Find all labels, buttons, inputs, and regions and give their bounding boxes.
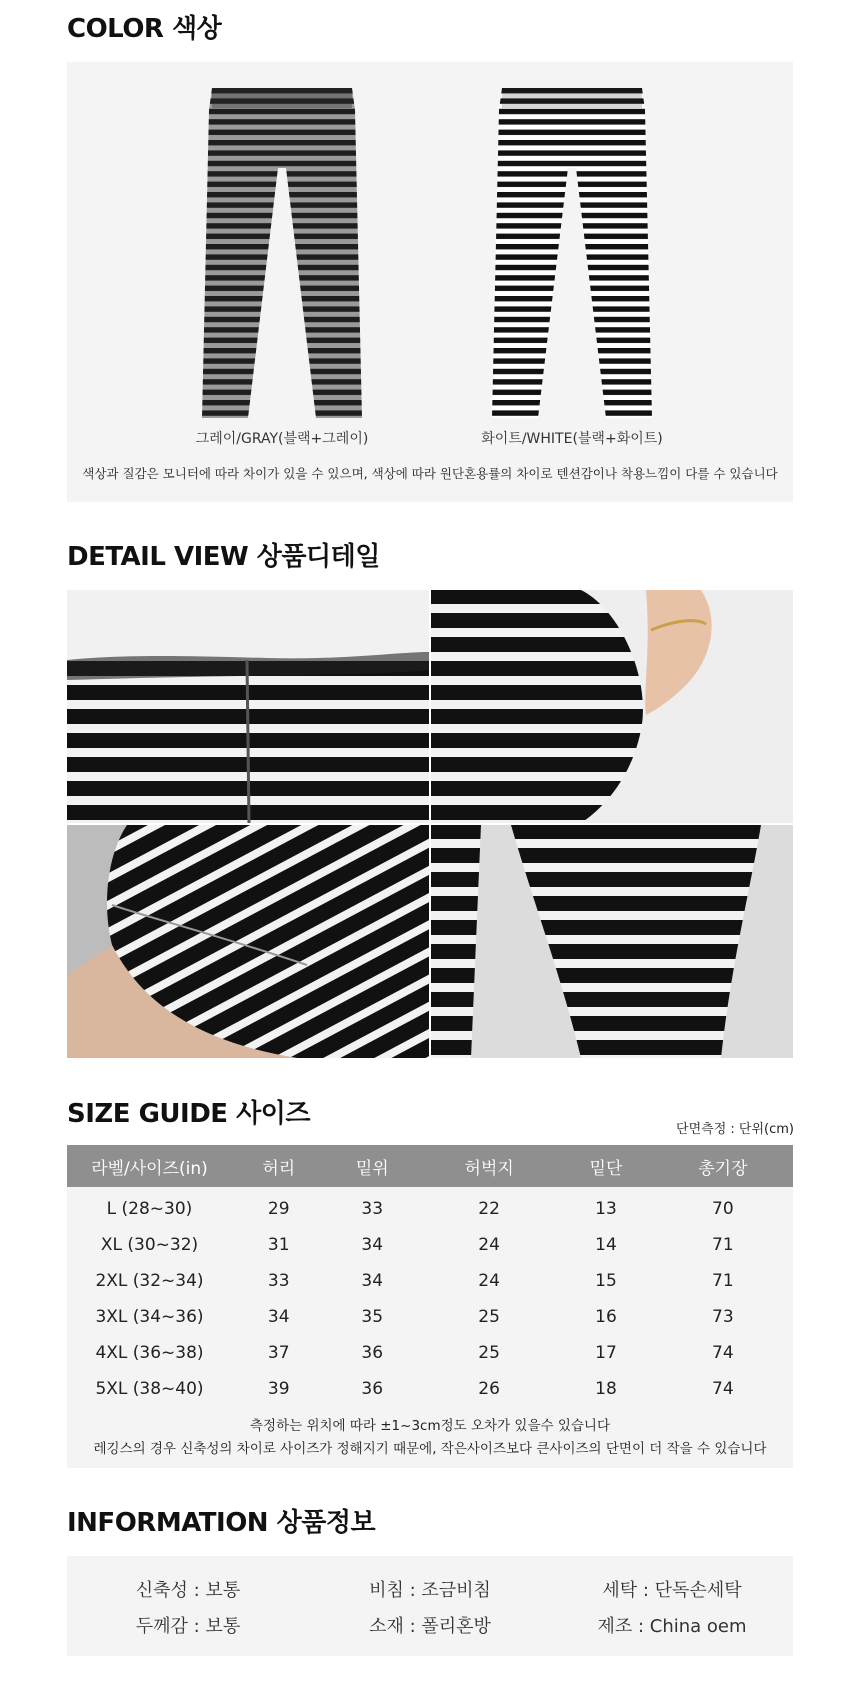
size-label-cell: XL (30~32): [100, 1235, 199, 1255]
table-cell: 22: [478, 1199, 500, 1219]
size-table-panel: [67, 1145, 793, 1468]
size-table: [67, 1145, 793, 1407]
stretch-detail-photo[interactable]: [431, 590, 793, 823]
hem-detail-photo[interactable]: [67, 825, 429, 1058]
size-unit-note: 단면측정 : 단위(cm): [676, 1122, 794, 1137]
info-sheerness: 비침 : 조금비침: [369, 1580, 491, 1601]
table-cell: 33: [361, 1199, 384, 1219]
color-panel: [67, 62, 793, 502]
table-cell: 34: [361, 1235, 384, 1255]
table-cell: 15: [595, 1271, 617, 1291]
col-header-hem: 밑단: [559, 1145, 653, 1187]
table-cell: 17: [595, 1343, 617, 1363]
white-swatch-label: 화이트/WHITE(블랙+화이트): [481, 431, 663, 447]
table-cell: 34: [267, 1307, 290, 1327]
table-cell: 14: [595, 1235, 617, 1255]
col-header-thigh: 허벅지: [419, 1145, 559, 1187]
info-manufacture: 제조 : China oem: [597, 1616, 747, 1637]
table-cell: 16: [595, 1307, 617, 1327]
table-row: [67, 1263, 793, 1299]
size-label-cell: 4XL (36~38): [95, 1343, 204, 1363]
size-label-cell: 5XL (38~40): [95, 1379, 204, 1399]
color-disclaimer: 색상과 질감은 모니터에 따라 차이가 있을 수 있으며, 색상에 따라 원단혼용률의 차이로 텐션감이나 착용느낌이 다를 수 있습니다: [82, 466, 778, 481]
table-cell: 24: [478, 1271, 500, 1291]
white-leggings-image[interactable]: [492, 88, 652, 418]
info-washing: 세탁 : 단독손세탁: [602, 1580, 742, 1601]
info-thickness: 두께감 : 보통: [135, 1616, 241, 1637]
table-cell: 37: [267, 1343, 290, 1363]
table-cell: 24: [478, 1235, 500, 1255]
info-stretch: 신축성 : 보통: [135, 1580, 241, 1601]
table-cell: 33: [267, 1271, 290, 1291]
info-material: 소재 : 폴리혼방: [369, 1616, 491, 1637]
col-header-waist: 허리: [232, 1145, 326, 1187]
gray-leggings-image[interactable]: [202, 88, 362, 418]
size-label-cell: L (28~30): [106, 1199, 193, 1219]
table-cell: 36: [361, 1343, 384, 1363]
table-row: [67, 1187, 793, 1227]
table-cell: 36: [361, 1379, 384, 1399]
table-cell: 25: [478, 1343, 500, 1363]
size-section-title: SIZE GUIDE 사이즈: [67, 1099, 310, 1129]
size-notes: [67, 1415, 793, 1461]
table-cell: 35: [361, 1307, 384, 1327]
table-cell: 74: [712, 1379, 734, 1399]
size-label-cell: 2XL (32~34): [95, 1271, 204, 1291]
size-note-stretch: 레깅스의 경우 신축성의 차이로 사이즈가 정해지기 때문에, 작은사이즈보다 큰사이즈의 단면이 더 작을 수 있습니다: [93, 1441, 767, 1457]
waistband-detail-photo[interactable]: [67, 590, 429, 823]
table-cell: 26: [478, 1379, 500, 1399]
table-cell: 74: [712, 1343, 734, 1363]
table-row: [67, 1335, 793, 1371]
size-table-header: [67, 1145, 793, 1187]
table-row: [67, 1227, 793, 1263]
col-header-label: 라벨/사이즈(in): [67, 1145, 232, 1187]
table-cell: 39: [267, 1379, 290, 1399]
table-cell: 18: [595, 1379, 617, 1399]
table-cell: 73: [712, 1307, 734, 1327]
gray-swatch-label: 그레이/GRAY(블랙+그레이): [195, 431, 369, 447]
table-cell: 70: [712, 1199, 734, 1219]
table-cell: 71: [712, 1271, 734, 1291]
table-cell: 13: [595, 1199, 617, 1219]
info-section-title: INFORMATION 상품정보: [67, 1508, 376, 1538]
leg-fit-detail-photo[interactable]: [431, 825, 793, 1058]
col-header-rise: 밑위: [326, 1145, 420, 1187]
table-cell: 71: [712, 1235, 734, 1255]
col-header-length: 총기장: [653, 1145, 793, 1187]
size-label-cell: 3XL (34~36): [95, 1307, 204, 1327]
table-cell: 25: [478, 1307, 500, 1327]
table-row: [67, 1371, 793, 1407]
table-cell: 34: [361, 1271, 384, 1291]
color-section-title: COLOR 색상: [67, 14, 222, 44]
table-cell: 31: [267, 1235, 290, 1255]
table-cell: 29: [267, 1199, 290, 1219]
info-panel: [67, 1556, 793, 1656]
detail-section-title: DETAIL VIEW 상품디테일: [67, 542, 380, 572]
size-note-tolerance: 측정하는 위치에 따라 ±1~3cm정도 오차가 있을수 있습니다: [250, 1418, 610, 1434]
table-row: [67, 1299, 793, 1335]
